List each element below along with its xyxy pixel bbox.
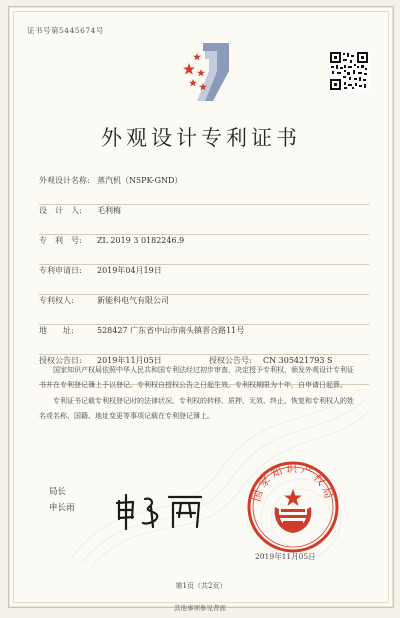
field-value-grant-number: CN 305421793 S bbox=[263, 356, 333, 365]
field-value: 毛利梅 bbox=[97, 206, 121, 215]
patent-office-emblem-icon bbox=[183, 41, 233, 103]
field-value: 2019年11月05日 bbox=[97, 356, 162, 365]
field-value: 新能科电气有限公司 bbox=[97, 296, 169, 305]
certificate-sheet bbox=[8, 6, 394, 608]
certificate-title: 外观设计专利证书 bbox=[101, 126, 301, 150]
field-address bbox=[39, 325, 369, 355]
field-value: 528427 广东省中山市南头镇晋合路11号 bbox=[97, 326, 245, 335]
handwritten-signature bbox=[111, 489, 211, 533]
certificate-fields bbox=[39, 175, 369, 385]
field-value: 2019年04月19日 bbox=[97, 266, 162, 275]
field-label: 授权公告日: bbox=[39, 356, 82, 365]
field-label-grant-number: 授权公告号: bbox=[209, 356, 252, 365]
field-value: 蒸汽机（N5PK-GND） bbox=[97, 176, 183, 185]
field-value: ZL 2019 3 0182246.9 bbox=[97, 236, 185, 245]
field-label: 专利申请日: bbox=[39, 266, 82, 275]
seal-text: 国家知识产权局 bbox=[249, 461, 337, 503]
page-number: 第1页（共2页） bbox=[175, 582, 227, 590]
signatory-title bbox=[49, 484, 75, 516]
field-application-date bbox=[39, 265, 369, 295]
signatory-name: 申长雨 bbox=[49, 503, 75, 513]
field-patent-number bbox=[39, 235, 369, 265]
field-designer bbox=[39, 205, 369, 235]
field-label: 外观设计名称: bbox=[39, 176, 90, 185]
certificate-number: 证书号第5445674号 bbox=[27, 26, 104, 35]
seal-date: 2019年11月05日 bbox=[255, 552, 316, 561]
field-label: 专 利 号: bbox=[39, 236, 82, 245]
field-label: 设 计 人: bbox=[39, 206, 82, 215]
qr-code-icon bbox=[329, 51, 369, 91]
field-design-name bbox=[39, 175, 369, 205]
field-label: 专利权人: bbox=[39, 296, 74, 305]
signatory-position: 局长 bbox=[49, 487, 67, 497]
official-seal-icon bbox=[245, 459, 341, 555]
notice-paragraph: 国家知识产权局依照中华人民共和国专利法经过初步审查，决定授予专利权，颁发外观设计专利证书并在专利登记簿上予以登记。专利权自授权公告之日起生效。专利权期限为十年，自申请日起算。 bbox=[39, 366, 354, 389]
field-label: 地 址: bbox=[39, 326, 74, 335]
legal-notice bbox=[39, 363, 359, 425]
field-patentee bbox=[39, 295, 369, 325]
notice-paragraph: 专利证书记载专利权登记时的法律状况。专利权的转移、质押、无效、终止、恢复和专利权人的姓名或名称、国籍、地址变更等事项记载在专利登记簿上。 bbox=[39, 397, 354, 420]
footer-note: 其他事项参见背面 bbox=[174, 604, 226, 612]
